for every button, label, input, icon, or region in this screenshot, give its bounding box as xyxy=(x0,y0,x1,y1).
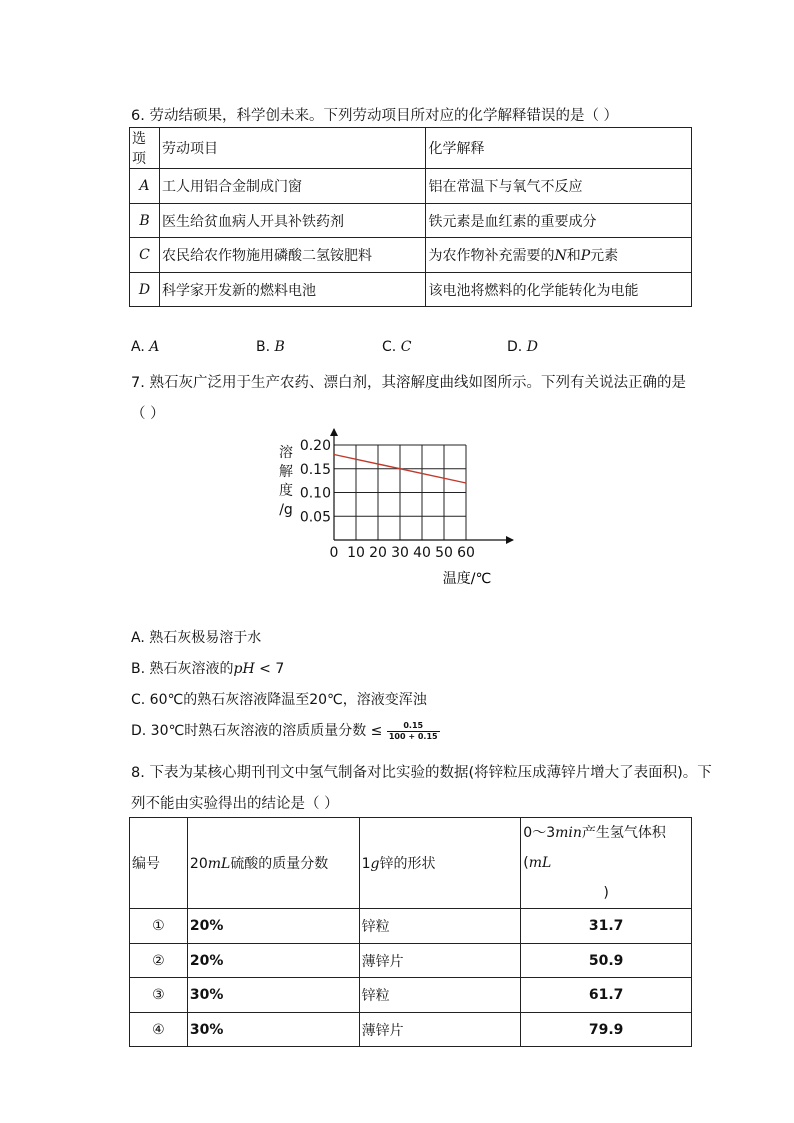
q6-row-project: 工人用铝合金制成门窗 xyxy=(159,169,426,204)
q6-choice-b[interactable] xyxy=(256,339,285,355)
q8-row-volume: 79.9 xyxy=(521,1013,692,1047)
table-row xyxy=(130,1013,692,1047)
table-row xyxy=(130,978,692,1013)
q6-row-option: C xyxy=(130,238,160,273)
q6-explain-text: 为农作物补充需要的 xyxy=(428,248,555,264)
q8-row-acid: 30% xyxy=(187,1013,359,1047)
q8-row-num: ② xyxy=(130,944,188,978)
y-axis-label-char: 解 xyxy=(279,464,293,480)
acid-header-text: 硫酸的质量分数 xyxy=(230,856,329,872)
y-axis-label-char: 度 xyxy=(279,483,293,499)
q6-row-explain: 铁元素是血红素的重要成分 xyxy=(426,204,692,238)
x-tick-label: 30 xyxy=(391,545,409,561)
q7-option-b-suffix: < 7 xyxy=(254,661,285,677)
q6-header-explain: 化学解释 xyxy=(426,128,692,169)
q7-title: 7. 熟石灰广泛用于生产农药、漂白剂，其溶解度曲线如图所示。下列有关说法正确的是 xyxy=(131,375,686,391)
q8-row-acid: 30% xyxy=(187,978,359,1013)
q7-option-b-text: B. 熟石灰溶液的 xyxy=(131,661,234,677)
q8-header-zinc xyxy=(359,818,521,909)
q6-row-explain xyxy=(426,238,692,273)
choice-value: A xyxy=(149,339,160,355)
choice-label: D. xyxy=(507,339,523,355)
time-range: 0～3 xyxy=(523,825,556,841)
q7-option-d-text: D. 30℃时熟石灰溶液的溶质质量分数 ≤ xyxy=(131,723,387,739)
fraction xyxy=(387,721,440,742)
q7-option-b[interactable] xyxy=(131,658,284,678)
q6-header-row xyxy=(130,128,692,169)
q7-option-d[interactable] xyxy=(131,720,440,742)
x-axis-arrow xyxy=(506,536,514,544)
y-tick-label: 0.15 xyxy=(299,461,331,478)
q6-row-option: B xyxy=(130,204,160,238)
y-axis-arrow xyxy=(330,428,338,436)
q6-choice-d[interactable] xyxy=(507,339,538,355)
y-tick-label: 0.10 xyxy=(299,485,331,502)
table-row xyxy=(130,909,692,944)
q8-row-volume: 50.9 xyxy=(521,944,692,978)
x-tick-label: 50 xyxy=(435,545,453,561)
phosphorus-symbol: P xyxy=(580,248,591,264)
q8-table xyxy=(129,817,692,1047)
x-tick-label: 10 xyxy=(347,545,365,561)
volume-unit: mL xyxy=(528,855,552,871)
y-tick-label: 0.20 xyxy=(299,438,331,454)
choice-label: A. xyxy=(131,339,145,355)
q6-explain-and: 和 xyxy=(566,248,581,264)
q6-row-project: 医生给贫血病人开具补铁药剂 xyxy=(159,204,426,238)
table-row xyxy=(130,169,692,204)
q8-row-num: ④ xyxy=(130,1013,188,1047)
table-row xyxy=(130,204,692,238)
y-axis-label-char: 溶 xyxy=(279,445,293,461)
q8-header-volume xyxy=(521,818,692,909)
choice-value: C xyxy=(400,339,412,355)
q8-row-shape: 薄锌片 xyxy=(359,1013,521,1047)
q8-row-volume: 61.7 xyxy=(521,978,692,1013)
q8-row-volume: 31.7 xyxy=(521,909,692,944)
q6-row-option: A xyxy=(130,169,160,204)
q6-table xyxy=(129,127,692,307)
zinc-mass-unit: g xyxy=(370,856,380,872)
q8-row-acid: 20% xyxy=(187,909,359,944)
q8-row-acid: 20% xyxy=(187,944,359,978)
q8-title-cont: 列不能由实验得出的结论是（ ） xyxy=(131,796,339,812)
q6-explain-suffix: 元素 xyxy=(590,248,619,264)
q6-row-project: 农民给农作物施用磷酸二氢铵肥料 xyxy=(159,238,426,273)
q6-header-option: 选项 xyxy=(130,128,160,169)
q8-row-shape: 薄锌片 xyxy=(359,944,521,978)
table-row xyxy=(130,273,692,307)
q8-row-num: ③ xyxy=(130,978,188,1013)
chart-ylabel xyxy=(279,444,293,518)
chart-xlabel: 温度/℃ xyxy=(442,571,492,587)
q8-title: 8. 下表为某核心期刊刊文中氢气制备对比实验的数据(将锌粒压成薄锌片增大了表面积)。下 xyxy=(131,765,712,781)
q6-row-explain: 铝在常温下与氧气不反应 xyxy=(426,169,692,204)
zinc-mass-value: 1 xyxy=(361,856,371,872)
q6-choice-a[interactable] xyxy=(131,339,159,355)
q7-option-c[interactable]: C. 60℃的熟石灰溶液降温至20℃，溶液变浑浊 xyxy=(131,692,427,708)
x-tick-label: 0 xyxy=(329,545,339,561)
choice-value: D xyxy=(526,339,538,355)
q8-header-num: 编号 xyxy=(130,818,188,909)
q6-row-option: D xyxy=(130,273,160,307)
ph-symbol: pH xyxy=(233,661,255,677)
chart-ticks xyxy=(300,438,475,561)
fraction-numerator: 0.15 xyxy=(387,721,440,732)
q8-row-num: ① xyxy=(130,909,188,944)
choice-value: B xyxy=(274,339,285,355)
x-tick-label: 60 xyxy=(457,545,475,561)
q7-option-a[interactable]: A. 熟石灰极易溶于水 xyxy=(131,630,262,646)
nitrogen-symbol: N xyxy=(554,248,567,264)
q7-title-cont: （ ） xyxy=(131,406,165,422)
q6-row-project: 科学家开发新的燃料电池 xyxy=(159,273,426,307)
q8-row-shape: 锌粒 xyxy=(359,909,521,944)
solubility-chart xyxy=(270,425,530,595)
volume-header-close: ) xyxy=(603,885,609,901)
y-tick-label: 0.05 xyxy=(299,509,331,526)
q8-row-shape: 锌粒 xyxy=(359,978,521,1013)
q6-choice-c[interactable] xyxy=(382,339,411,355)
table-row xyxy=(130,944,692,978)
choice-label: B. xyxy=(256,339,271,355)
q6-row-explain: 该电池将燃料的化学能转化为电能 xyxy=(426,273,692,307)
q8-header-acid xyxy=(187,818,359,909)
q8-header-row xyxy=(130,818,692,909)
table-row xyxy=(130,238,692,273)
acid-volume-value: 20 xyxy=(189,856,208,872)
zinc-header-text: 锌的形状 xyxy=(379,856,436,872)
fraction-denominator: 100 + 0.15 xyxy=(388,731,438,741)
x-tick-label: 40 xyxy=(413,545,431,561)
choice-label: C. xyxy=(382,339,397,355)
time-unit: min xyxy=(555,825,582,841)
q6-title: 6. 劳动结硕果，科学创未来。下列劳动项目所对应的化学解释错误的是（ ） xyxy=(131,108,619,124)
acid-volume-unit: mL xyxy=(207,856,231,872)
x-tick-label: 20 xyxy=(369,545,387,561)
q6-header-project: 劳动项目 xyxy=(159,128,426,169)
volume-header-text: 产生氢气体积( xyxy=(523,825,666,871)
y-axis-label-char: /g xyxy=(279,502,293,518)
